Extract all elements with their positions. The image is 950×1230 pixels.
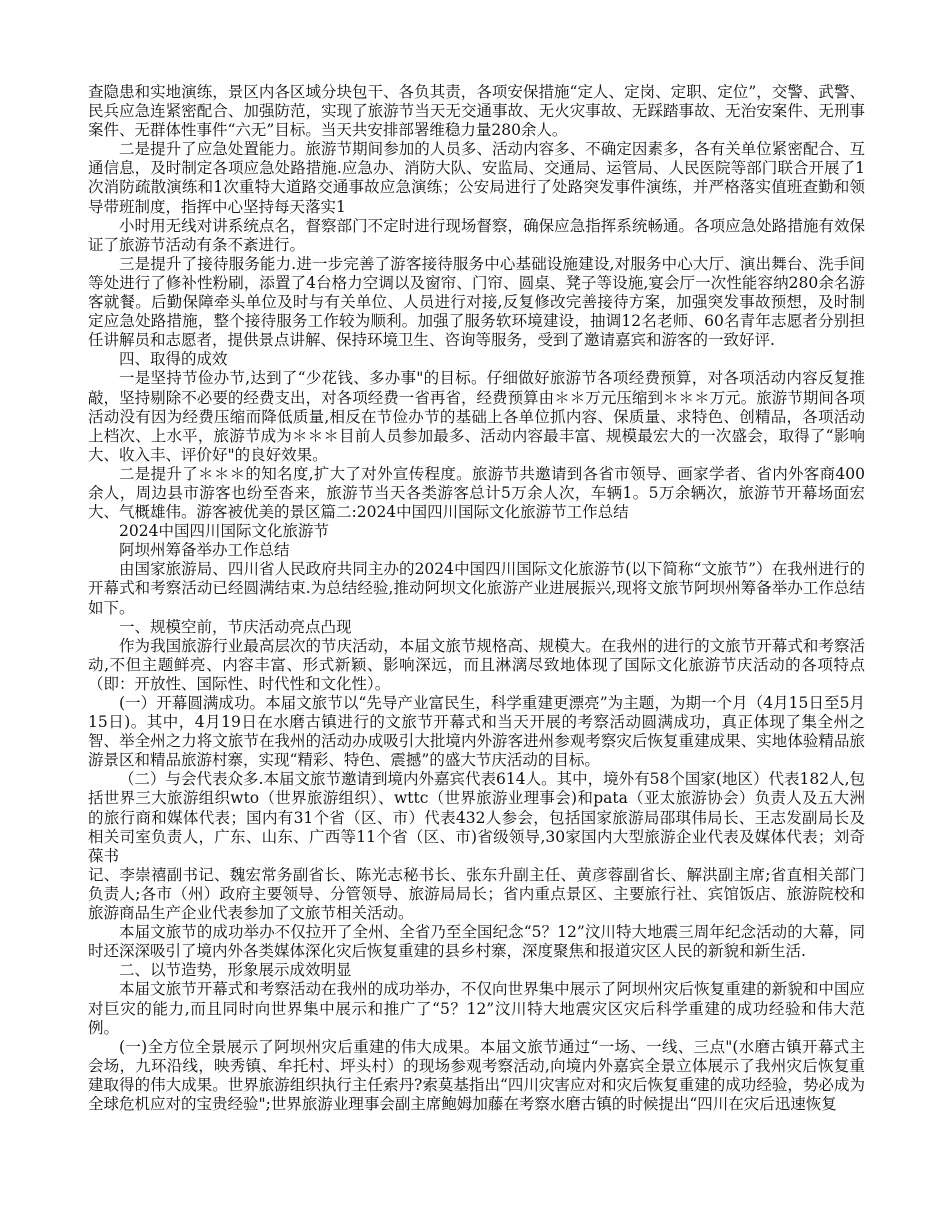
section-heading-1: 一、规模空前，节庆活动亮点凸现 — [119, 617, 352, 636]
paragraph-7: 由国家旅游局、四川省人民政府共同主办的2024中国四川国际文化旅游节(以下简称“文旅节”）在我州进行的开幕式和考察活动已经圆满结束.为总结经验,推动阿坝文化旅游产业进展振兴,现将文旅节阿坝州筹备举办工作总结如下。 — [88, 560, 865, 617]
paragraph-6: 二是提升了＊＊＊的知名度,扩大了对外宣传程度。旅游节共邀请到各省市领导、画家学者、省内外客商400余人，周边县市游客也纷至沓来，旅游节当天各类游客总计5万余人次，车辆1。5万余辆次，旅游节开幕场面宏大、气概雄伟。游客被优美的景区篇二:2024中国四川国际文化旅游节工作总结 — [88, 464, 865, 522]
paragraph-10: （二）与会代表众多.本届文旅节邀请到境内外嘉宾代表614人。其中，境外有58个国家(地区）代表182人,包括世界三大旅游组织wto（世界旅游组织）、wttc（世界旅游业理事会)和pata（亚太旅游协会）负责人及五大洲的旅行商和媒体代表；国内有31个省（区、市）代表432人参会，包括国家旅游局邵琪伟局长、王志发副局长及相关司室负责人，广东、山东、广西等11个省（区、市)省级领导,30家国内大型旅游企业代表及媒体代表；刘奇葆书 — [88, 770, 866, 865]
document-title: 2024中国四川国际文化旅游节 — [119, 522, 329, 541]
paragraph-11: 记、李崇禧副书记、魏宏常务副省长、陈光志秘书长、张东升副主任、黄彦蓉副省长、解洪副主席;省直相关部门负责人;各市（州）政府主要领导、分管领导、旅游局局长；省内重点景区、主要旅行社、宾馆饭店、旅游院校和旅游商品生产企业代表参加了文旅节相关活动。 — [88, 865, 865, 923]
document-subtitle: 阿坝州筹备举办工作总结 — [119, 541, 290, 560]
paragraph-14: (一)全方位全景展示了阿坝州灾后重建的伟大成果。本届文旅节通过“一场、一线、三点"(水磨古镇开幕式主会场，九环沿线，映秀镇、牟托村、坪头村）的现场参观考察活动,向境内外嘉宾全景立体展示了我州灾后恢复重建取得的伟大成果。世界旅游组织执行主任索丹?索莫基指出“四川灾害应对和灾后恢复重建的成功经验，势必成为全球危机应对的宝贵经验";世界旅游业理事会副主席鲍姆加藤在考察水磨古镇的时候提出“四川在灾后迅速恢复 — [88, 1037, 865, 1113]
paragraph-13: 本届文旅节开幕式和考察活动在我州的成功举办，不仅向世界集中展示了阿坝州灾后恢复重建的新貌和中国应对巨灾的能力,而且同时向世界集中展示和推广了“5？12”汶川特大地震灾区灾后科学重建的成功经验和伟大范例。 — [88, 980, 865, 1037]
section-heading-2: 二、以节造势，形象展示成效明显 — [119, 961, 352, 980]
section-heading-4: 四、取得的成效 — [119, 350, 228, 369]
paragraph-9: (一）开幕圆满成功。本届文旅节以“先导产业富民生，科学重建更漂亮”为主题，为期一个月（4月15日至5月15日)。其中，4月19日在水磨古镇进行的文旅节开幕式和当天开展的考察活动圆满成功，真正体现了集全州之智、举全州之力将文旅节在我州的活动办成吸引大批境内外游客进州参观考察灾后恢复重建成果、实地体验精品旅游景区和精品旅游村寨，实现“精彩、特色、震撼”的盛大节庆活动的目标。 — [88, 694, 865, 770]
paragraph-12: 本届文旅节的成功举办不仅拉开了全州、全省乃至全国纪念“5？12”汶川特大地震三周年纪念活动的大幕，同时还深深吸引了境内外各类媒体深化灾后恢复重建的县乡村寨，深度聚焦和报道灾区人民的新貌和新生活. — [88, 923, 865, 961]
paragraph-2: 二是提升了应急处置能力。旅游节期间参加的人员多、活动内容多、不确定因素多，各有关单位紧密配合、互通信息，及时制定各项应急处路措施.应急办、消防大队、安监局、交通局、运管局、人民医院等部门联合开展了1次消防疏散演练和1次重特大道路交通事故应急演练；公安局进行了处路突发事件演练，并严格落实值班查勤和领导带班制度，指挥中心坚持每天落实1 — [88, 140, 865, 216]
paragraph-8: 作为我国旅游行业最高层次的节庆活动，本届文旅节规格高、规模大。在我州的进行的文旅节开幕式和考察活动,不但主题鲜亮、内容丰富、形式新颖、影响深远，而且淋漓尽致地体现了国际文化旅游节庆活动的各项特点（即：开放性、国际性、时代性和文化性）。 — [88, 636, 865, 693]
paragraph-3: 小时用无线对讲系统点名，督察部门不定时进行现场督察，确保应急指挥系统畅通。各项应急处路措施有效保证了旅游节活动有条不紊进行。 — [88, 216, 865, 254]
paragraph-1: 查隐患和实地演练，景区内各区域分块包干、各负其责，各项安保措施“定人、定岗、定职、定位”，交警、武警、民兵应急连紧密配合、加强防范，实现了旅游节当天无交通事故、无火灾事故、无踩踏事故、无治安案件、无刑事案件、无群体性事件“六无”目标。当天共安排部署维稳力量280余人。 — [88, 83, 865, 140]
paragraph-4: 三是提升了接待服务能力.进一步完善了游客接待服务中心基础设施建设,对服务中心大厅、演出舞台、洗手间等处进行了修补性粉刷，添置了4台格力空调以及窗帘、门帘、圆桌、凳子等设施,宴会厅一次性能容纳280余名游客就餐。后勤保障牵头单位及时与有关单位、人员进行对接,反复修改完善接待方案，加强突发事故预想，及时制定应急处路措施，整个接待服务工作较为顺利。加强了服务软环境建设，抽调12名老师、60名青年志愿者分别担任讲解员和志愿者，提供景点讲解、保持环境卫生、咨询等服务，受到了邀请嘉宾和游客的一致好评. — [88, 254, 865, 350]
paragraph-5: 一是坚持节俭办节,达到了“少花钱、多办事"的目标。仔细做好旅游节各项经费预算，对各项活动内容反复推敲，坚持剔除不必要的经费支出，对各项经费一省再省，经费预算由＊＊万元压缩到＊＊＊万元。旅游节期间各项活动没有因为经费压缩而降低质量,相反在节俭办节的基础上各单位抓内容、保质量、求特色、创精品，各项活动上档次、上水平，旅游节成为＊＊＊目前人员参加最多、活动内容最丰富、规模最宏大的一次盛会，取得了“影响大、收入丰、评价好"的良好效果。 — [88, 369, 865, 464]
